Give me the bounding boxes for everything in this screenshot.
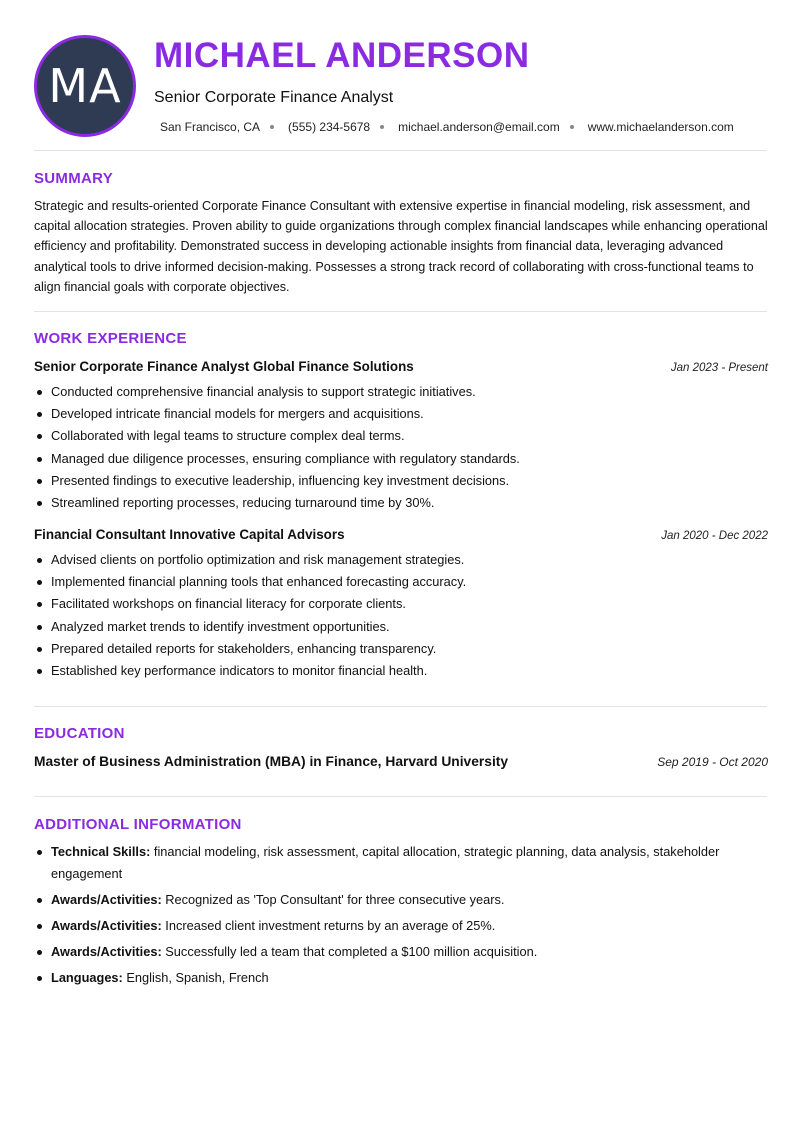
separator-dot <box>570 125 574 129</box>
list-item: Analyzed market trends to identify investment opportunities. <box>34 616 466 638</box>
divider <box>34 796 767 797</box>
item-text: financial modeling, risk assessment, capital allocation, strategic planning, data analysis, stakeholder engagement <box>51 844 720 882</box>
list-item: Presented findings to executive leadership, influencing key investment decisions. <box>34 470 520 492</box>
list-item: Developed intricate financial models for mergers and acquisitions. <box>34 403 520 425</box>
divider <box>34 150 767 151</box>
list-item: Implemented financial planning tools that enhanced forecasting accuracy. <box>34 571 466 593</box>
separator-dot <box>270 125 274 129</box>
list-item: Managed due diligence processes, ensuring compliance with regulatory standards. <box>34 448 520 470</box>
job-dates: Jan 2020 - Dec 2022 <box>661 530 768 542</box>
education-degree: Master of Business Administration (MBA) in Finance, Harvard University <box>34 754 509 769</box>
education-heading: EDUCATION <box>34 725 125 742</box>
list-item <box>34 915 764 937</box>
item-label: Awards/Activities: <box>51 892 162 908</box>
avatar <box>34 35 136 137</box>
education-entry <box>34 754 768 769</box>
list-item: Advised clients on portfolio optimization and risk management strategies. <box>34 549 466 571</box>
item-label: Awards/Activities: <box>51 944 162 960</box>
item-text: Recognized as 'Top Consultant' for three consecutive years. <box>161 892 505 908</box>
list-item <box>34 889 764 911</box>
candidate-name: MICHAEL ANDERSON <box>154 36 530 75</box>
item-label: Languages: <box>51 970 123 986</box>
list-item <box>34 967 764 989</box>
work-experience-heading: WORK EXPERIENCE <box>34 330 187 347</box>
job-header <box>34 527 768 542</box>
contact-phone: (555) 234-5678 <box>288 120 371 134</box>
job-header <box>34 359 768 374</box>
contact-info <box>160 120 734 134</box>
separator-dot <box>380 125 384 129</box>
list-item: Established key performance indicators to monitor financial health. <box>34 660 466 682</box>
item-label: Awards/Activities: <box>51 918 162 934</box>
education-dates: Sep 2019 - Oct 2020 <box>657 755 768 769</box>
job-dates: Jan 2023 - Present <box>670 362 768 374</box>
job-bullets <box>34 381 520 514</box>
list-item: Conducted comprehensive financial analysis to support strategic initiatives. <box>34 381 520 403</box>
contact-email[interactable]: michael.anderson@email.com <box>398 120 560 134</box>
contact-location: San Francisco, CA <box>160 120 261 134</box>
job-bullets <box>34 549 466 682</box>
job-role: Financial Consultant Innovative Capital Advisors <box>34 527 345 542</box>
list-item <box>34 841 764 885</box>
candidate-title: Senior Corporate Finance Analyst <box>154 89 394 106</box>
contact-website[interactable]: www.michaelanderson.com <box>587 120 734 134</box>
list-item: Streamlined reporting processes, reducing turnaround time by 30%. <box>34 492 520 514</box>
item-text: Increased client investment returns by an average of 25%. <box>161 918 496 934</box>
job-role: Senior Corporate Finance Analyst Global Finance Solutions <box>34 359 414 374</box>
summary-heading: SUMMARY <box>34 170 114 187</box>
avatar-initials: MA <box>48 59 122 113</box>
list-item <box>34 941 764 963</box>
list-item: Facilitated workshops on financial literacy for corporate clients. <box>34 593 466 615</box>
list-item: Prepared detailed reports for stakeholders, enhancing transparency. <box>34 638 466 660</box>
item-text: Successfully led a team that completed a $100 million acquisition. <box>161 944 538 960</box>
divider <box>34 311 767 312</box>
divider <box>34 706 767 707</box>
additional-info-heading: ADDITIONAL INFORMATION <box>34 816 242 833</box>
summary-text: Strategic and results-oriented Corporate Finance Consultant with extensive expertise in financial modeling, risk assessment, and capital allocation strategies. Proven ability to guide organizations through complex financial landscapes while enhancing operational efficiency and profitability. Demonstrated success in developing actionable insights from financial data, leveraging advanced analytical tools to drive informed decision-making. Possesses a strong track record of collaborating with cross-functional teams to align financial goals with corporate objectives. <box>34 199 768 294</box>
additional-info-list <box>34 841 764 993</box>
list-item: Collaborated with legal teams to structure complex deal terms. <box>34 425 520 447</box>
item-label: Technical Skills: <box>51 844 151 859</box>
item-text: English, Spanish, French <box>122 970 269 986</box>
